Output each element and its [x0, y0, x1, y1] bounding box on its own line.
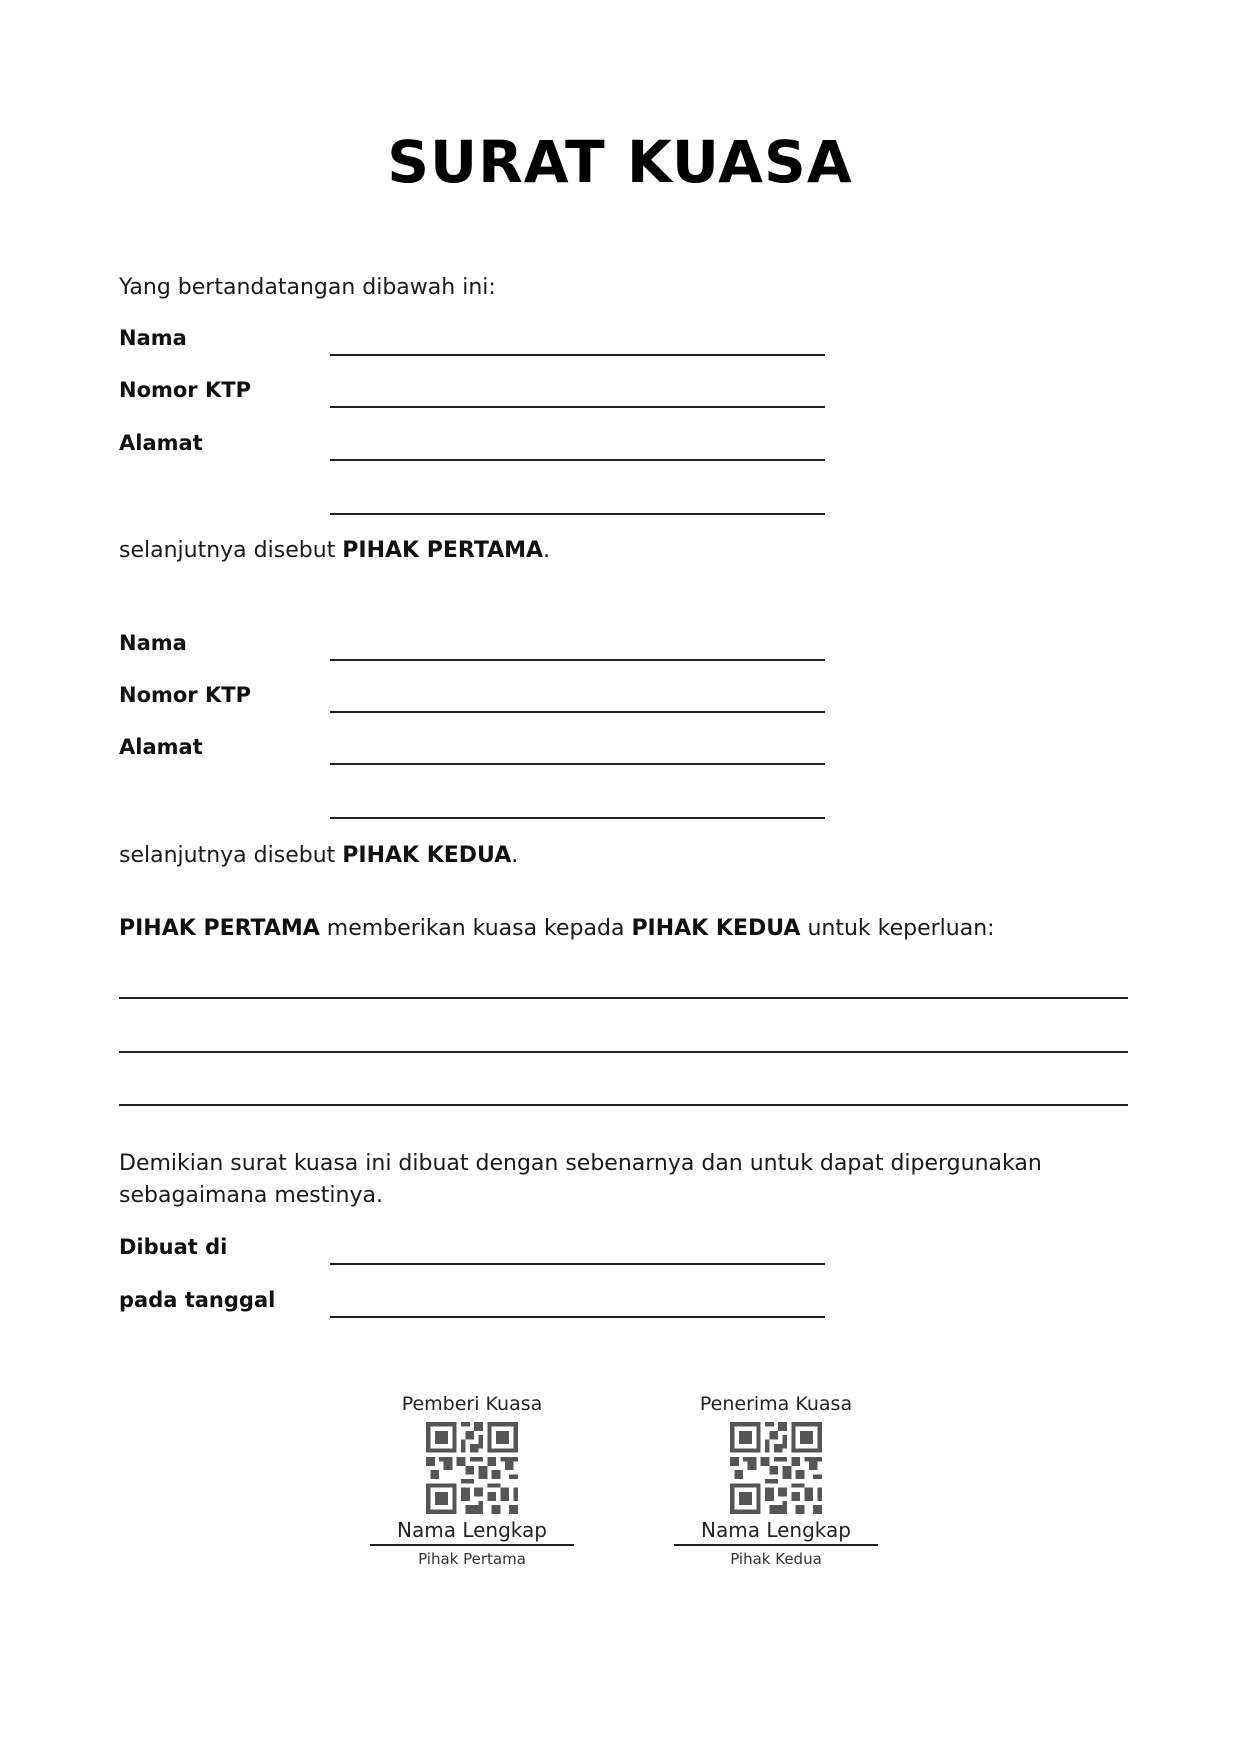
place-label: Dibuat di	[119, 1235, 228, 1259]
first-party-closing: selanjutnya disebut PIHAK PERTAMA.	[119, 538, 551, 563]
signature-block-giver	[367, 1392, 577, 1570]
signature-line	[674, 1544, 878, 1546]
purpose-line-1[interactable]	[119, 997, 1128, 999]
signature-party: Pihak Pertama	[418, 1550, 526, 1568]
qr-code-icon	[730, 1422, 822, 1514]
first-party-ktp-line[interactable]	[330, 406, 825, 408]
signature-name: Nama Lengkap	[397, 1518, 547, 1542]
signature-party: Pihak Kedua	[730, 1550, 822, 1568]
signature-role: Pemberi Kuasa	[401, 1393, 543, 1415]
document-title: SURAT KUASA	[387, 128, 853, 196]
second-party-name-label: Nama	[119, 631, 187, 655]
closing-statement: Demikian surat kuasa ini dibuat dengan sebenarnya dan untuk dapat dipergunakan sebagaimana mestinya.	[119, 1151, 1042, 1208]
second-party-address-label: Alamat	[119, 735, 203, 759]
second-party-closing: selanjutnya disebut PIHAK KEDUA.	[119, 843, 519, 868]
first-party-address-line-2[interactable]	[330, 513, 825, 515]
first-party-ktp-label: Nomor KTP	[119, 378, 251, 402]
first-party-name-line[interactable]	[330, 354, 825, 356]
intro-text: Yang bertandatangan dibawah ini:	[119, 275, 496, 300]
date-label: pada tanggal	[119, 1288, 276, 1312]
second-party-name-line[interactable]	[330, 659, 825, 661]
signature-name: Nama Lengkap	[701, 1518, 851, 1542]
first-party-name-label: Nama	[119, 326, 187, 350]
date-line[interactable]	[330, 1316, 825, 1318]
second-party-ktp-line[interactable]	[330, 711, 825, 713]
second-party-address-line-1[interactable]	[330, 763, 825, 765]
signature-role: Penerima Kuasa	[699, 1393, 853, 1415]
place-line[interactable]	[330, 1263, 825, 1265]
purpose-line-3[interactable]	[119, 1104, 1128, 1106]
qr-code-icon	[426, 1422, 518, 1514]
signature-line	[370, 1544, 574, 1546]
first-party-address-label: Alamat	[119, 431, 203, 455]
purpose-line-2[interactable]	[119, 1051, 1128, 1053]
signature-block-receiver	[671, 1392, 881, 1570]
first-party-address-line-1[interactable]	[330, 459, 825, 461]
second-party-address-line-2[interactable]	[330, 817, 825, 819]
second-party-ktp-label: Nomor KTP	[119, 683, 251, 707]
purpose-statement: PIHAK PERTAMA memberikan kuasa kepada PIHAK KEDUA untuk keperluan:	[119, 916, 995, 941]
